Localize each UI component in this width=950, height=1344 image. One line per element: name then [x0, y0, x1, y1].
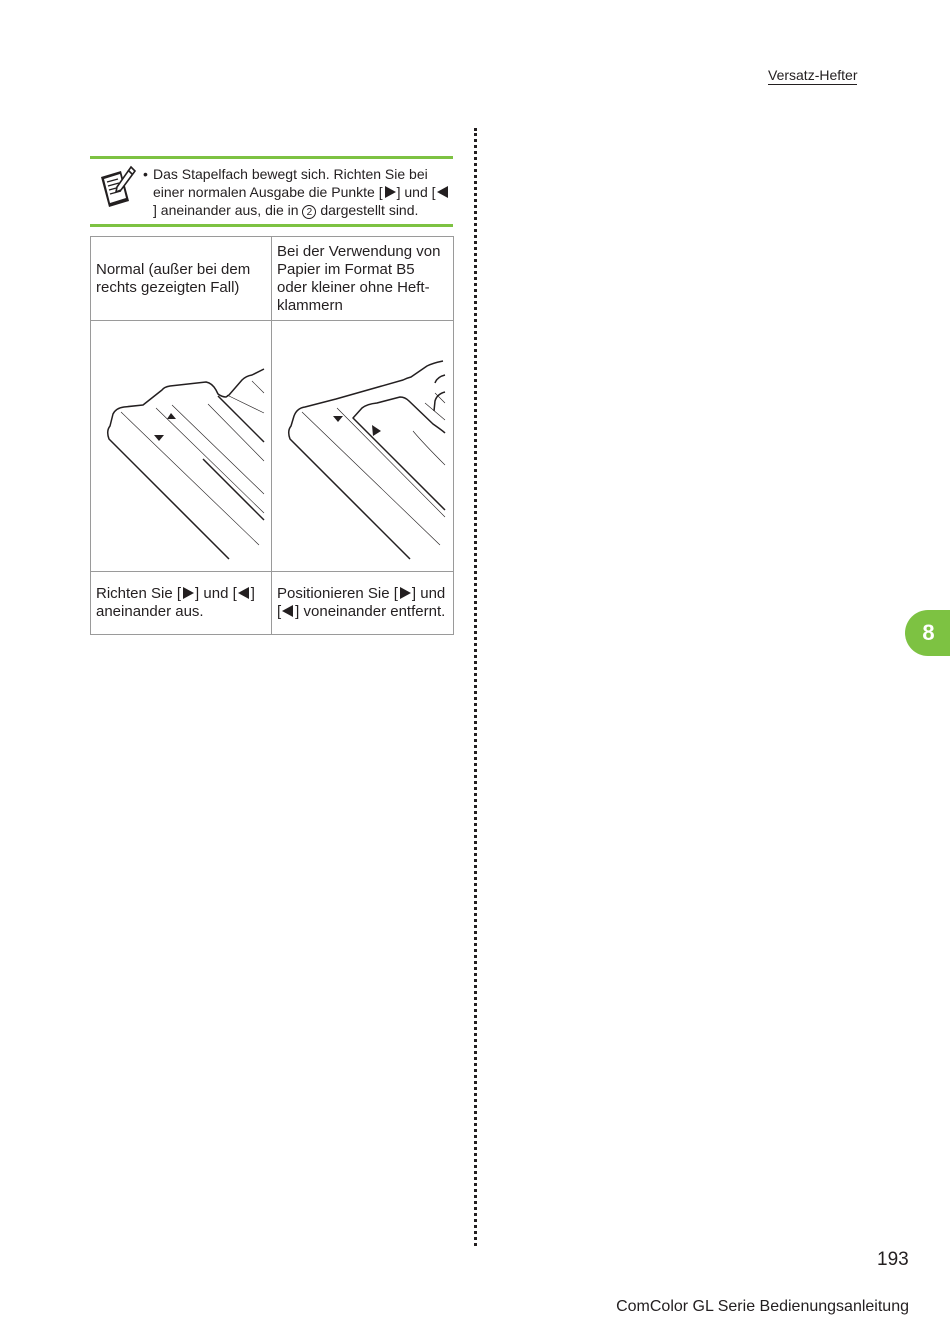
caption-normal-part-2: ] und [: [195, 585, 237, 602]
left-triangle-icon: [281, 604, 295, 618]
chapter-tab: 8: [905, 610, 950, 656]
manual-title: ComColor GL Serie Bedienungsanleitung: [616, 1298, 909, 1315]
illustration-cell-normal: [91, 321, 272, 572]
comparison-table: [90, 236, 454, 635]
note-text-part-1: Das Stapelfach bewegt sich. Richten Sie bei einer normalen Ausgabe die Punkte [: [153, 166, 428, 200]
table-caption-row: [91, 572, 454, 635]
caption-normal-part-1: Richten Sie [: [96, 585, 182, 602]
caption-b5-part-1: Positionieren Sie [: [277, 585, 398, 602]
caption-b5-part-2: ] und [: [277, 585, 446, 620]
right-triangle-icon: [398, 586, 412, 600]
table-header-row: [91, 237, 454, 321]
right-triangle-icon: [383, 185, 397, 199]
right-triangle-icon: [181, 586, 195, 600]
left-triangle-icon: [436, 185, 450, 199]
note-box: [90, 156, 453, 227]
left-triangle-icon: [237, 586, 251, 600]
header-cell-normal: Normal (außer bei dem rechts gezeigten Fall): [91, 237, 272, 321]
illustration-cell-b5: [272, 321, 454, 572]
section-title: Versatz-Hefter: [768, 67, 858, 83]
note-text-part-2: ] und [: [396, 184, 436, 200]
caption-cell-b5: [272, 572, 454, 635]
note-body: [143, 165, 451, 219]
pencil-note-icon: [98, 165, 136, 207]
caption-b5-part-3: ] voneinander entfernt.: [295, 603, 446, 620]
tray-illustration-separated: [277, 321, 457, 571]
caption-normal-part-3: ] aneinander aus.: [96, 585, 255, 620]
note-bullet: •: [143, 166, 148, 182]
header-cell-b5: Bei der Verwendung von Papier im Format B5 oder kleiner ohne Heft-klammern: [272, 237, 454, 321]
note-text-part-3: ] aneinander aus, die in: [153, 202, 303, 218]
caption-cell-normal: [91, 572, 272, 635]
circled-step-number: 2: [302, 205, 316, 219]
column-divider: [474, 128, 477, 1246]
note-text: [143, 165, 451, 219]
tray-illustration-aligned: [96, 321, 276, 571]
page-number: 193: [877, 1249, 909, 1270]
note-text-part-4: dargestellt sind.: [316, 202, 419, 218]
table-illustration-row: [91, 321, 454, 572]
